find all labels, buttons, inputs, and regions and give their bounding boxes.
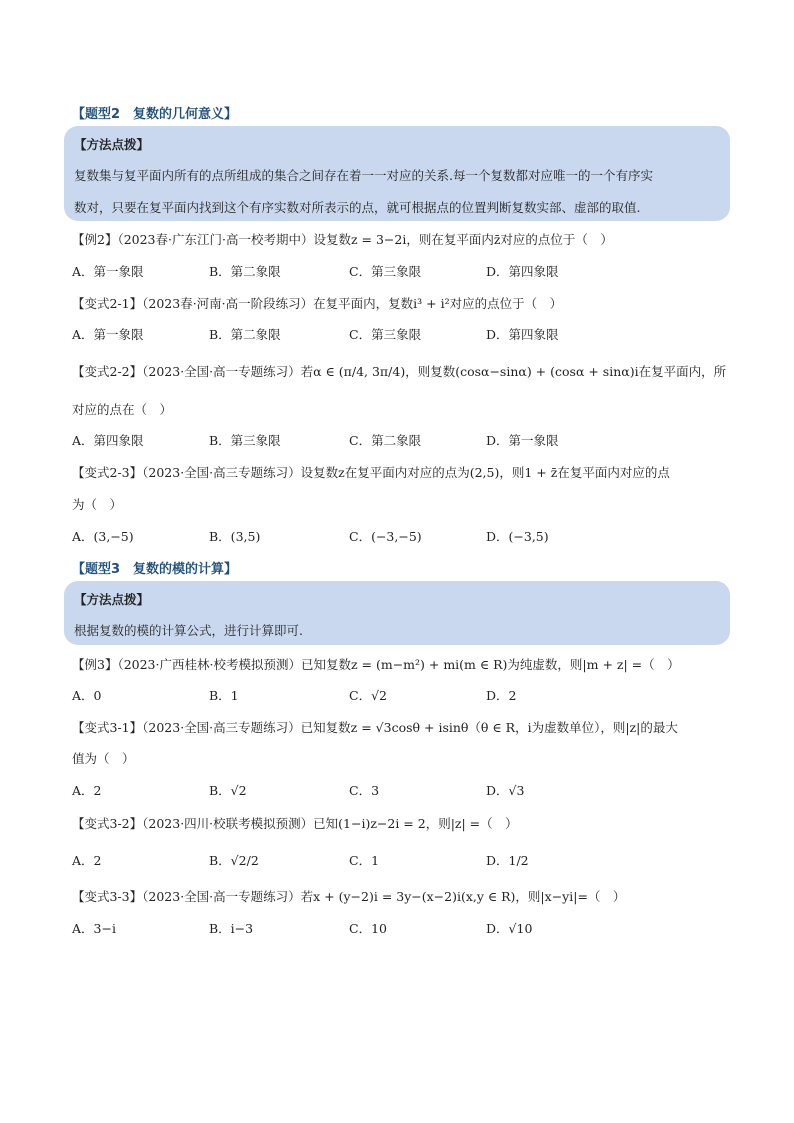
question-variant-2-2-line-1: 【变式2-2】（2023·全国·高一专题练习）若α ∈ (π/4, 3π/4)，则复数(cosα−sinα) + (cosα + sinα)i在复平面内，所 <box>72 364 727 379</box>
choice-b: B．1 <box>209 688 239 703</box>
choice-b: B．i−3 <box>209 921 254 936</box>
question-variant-3-3: 【变式3-3】（2023·全国·高一专题练习）若x + (y−2)i = 3y−(x−2)i(x,y ∈ R)，则|x−yi|=（ ） <box>72 889 626 904</box>
method-text-line-1: 复数集与复平面内所有的点所组成的集合之间存在着一一对应的关系.每一个复数都对应唯一的一个有序实 <box>74 168 653 183</box>
choice-b: B．√2 <box>209 783 247 798</box>
choice-a: A．2 <box>72 853 102 868</box>
method-box-type2 <box>64 126 730 221</box>
choice-d: D．2 <box>486 688 517 703</box>
choice-a: A．2 <box>72 783 102 798</box>
question-variant-3-1-line-2: 值为（ ） <box>72 751 135 766</box>
question-variant-2-3-line-1: 【变式2-3】（2023·全国·高三专题练习）设复数z在复平面内对应的点为(2,5)，则1 + z̄在复平面内对应的点 <box>72 465 670 480</box>
question-variant-3-2: 【变式3-2】（2023·四川·校联考模拟预测）已知(1−i)z−2i = 2，则|z| =（ ） <box>72 816 518 831</box>
choices-example-3 <box>72 686 722 704</box>
choice-c: C．第二象限 <box>349 433 422 448</box>
choice-c: C．√2 <box>349 688 387 703</box>
method-text-line-2: 数对，只要在复平面内找到这个有序实数对所表示的点，就可根据点的位置判断复数实部、虚部的取值. <box>74 200 641 215</box>
section-title-type3: 【题型3 复数的模的计算】 <box>72 562 238 577</box>
question-example-3: 【例3】（2023·广西桂林·校考模拟预测）已知复数z = (m−m²) + mi(m ∈ R)为纯虚数，则|m + z| =（ ） <box>72 657 680 672</box>
choice-b: B．(3,5) <box>209 529 261 544</box>
choice-a: A．第一象限 <box>72 264 144 279</box>
choices-variant-3-1 <box>72 781 722 799</box>
choice-c: C．(−3,−5) <box>349 529 422 544</box>
choices-example-2 <box>72 262 722 280</box>
choice-d: D．√10 <box>486 921 533 936</box>
choice-a: A．第一象限 <box>72 327 144 342</box>
question-variant-2-1: 【变式2-1】（2023春·河南·高一阶段练习）在复平面内，复数i³ + i²对应的点位于（ ） <box>72 296 563 311</box>
choice-d: D．(−3,5) <box>486 529 549 544</box>
choice-a: A．(3,−5) <box>72 529 134 544</box>
choice-c: C．第三象限 <box>349 327 422 342</box>
choice-c: C．10 <box>349 921 387 936</box>
choice-d: D．第四象限 <box>486 264 559 279</box>
choices-variant-3-2 <box>72 851 722 869</box>
method-box-type3 <box>64 581 730 645</box>
question-variant-2-3-line-2: 为（ ） <box>72 497 123 512</box>
question-variant-3-1-line-1: 【变式3-1】（2023·全国·高三专题练习）已知复数z = √3cosθ + isinθ（θ ∈ R，i为虚数单位），则|z|的最大 <box>72 720 678 735</box>
choice-a: A．3−i <box>72 921 116 936</box>
choices-variant-2-1 <box>72 325 722 343</box>
method-label: 【方法点拨】 <box>74 137 150 152</box>
choice-a: A．第四象限 <box>72 433 144 448</box>
method-text-line-1: 根据复数的模的计算公式，进行计算即可. <box>74 623 303 638</box>
choice-d: D．第一象限 <box>486 433 559 448</box>
choices-variant-2-2 <box>72 431 722 449</box>
method-label: 【方法点拨】 <box>74 592 150 607</box>
choice-d: D．1/2 <box>486 853 529 868</box>
choices-variant-2-3 <box>72 527 722 545</box>
choice-a: A．0 <box>72 688 102 703</box>
choice-c: C．3 <box>349 783 380 798</box>
question-variant-2-2-line-2: 对应的点在（ ） <box>72 402 173 417</box>
choice-b: B．第三象限 <box>209 433 281 448</box>
choice-b: B．√2/2 <box>209 853 259 868</box>
choice-d: D．√3 <box>486 783 525 798</box>
choices-variant-3-3 <box>72 919 722 937</box>
section-title-type2: 【题型2 复数的几何意义】 <box>72 107 238 122</box>
choice-c: C．1 <box>349 853 380 868</box>
choice-b: B．第二象限 <box>209 264 281 279</box>
choice-b: B．第二象限 <box>209 327 281 342</box>
question-example-2: 【例2】（2023春·广东江门·高一校考期中）设复数z = 3−2i，则在复平面内z̄对应的点位于（ ） <box>72 232 613 247</box>
choice-c: C．第三象限 <box>349 264 422 279</box>
choice-d: D．第四象限 <box>486 327 559 342</box>
